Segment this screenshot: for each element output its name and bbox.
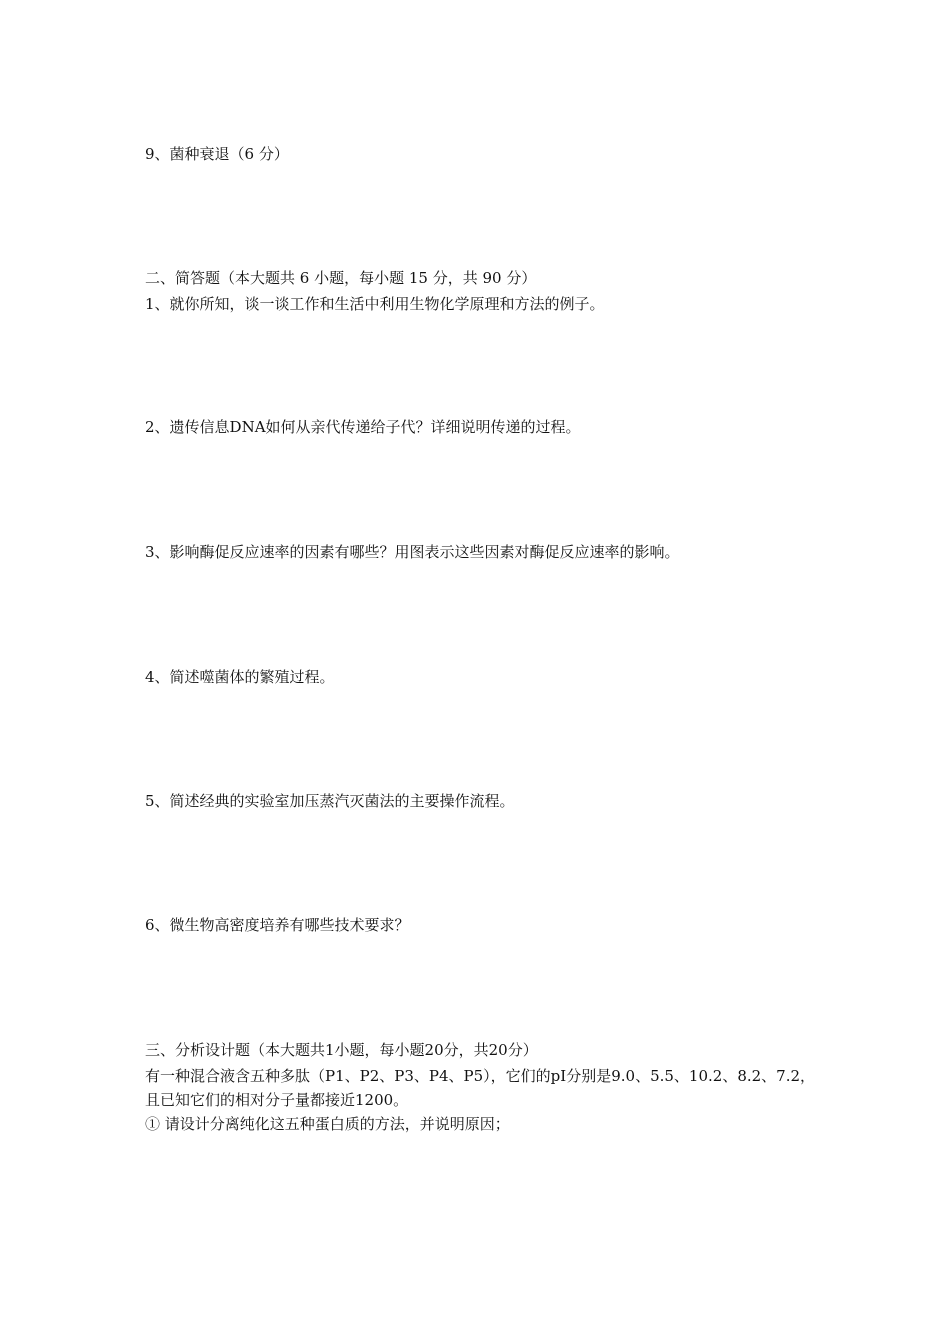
question-2-2: 2、遗传信息DNA如何从亲代传递给子代？详细说明传递的过程。 (145, 418, 581, 436)
question-2-4: 4、简述噬菌体的繁殖过程。 (145, 668, 335, 686)
question-9-term: 9、菌种衰退（6 分） (145, 145, 289, 163)
section-3-body-line-1: 有一种混合液含五种多肽（P1、P2、P3、P4、P5），它们的pI分别是9.0、5.5、10.2、8.2、7.2， (145, 1067, 816, 1085)
question-2-1: 1、就你所知，谈一谈工作和生活中利用生物化学原理和方法的例子。 (145, 295, 605, 313)
section-3-body-line-2: 且已知它们的相对分子量都接近1200。 (145, 1091, 409, 1109)
question-2-6: 6、微生物高密度培养有哪些技术要求？ (145, 916, 410, 934)
section-3-heading: 三、分析设计题（本大题共1小题，每小题20分，共20分） (145, 1041, 538, 1059)
question-2-3: 3、影响酶促反应速率的因素有哪些？用图表示这些因素对酶促反应速率的影响。 (145, 543, 680, 561)
section-2-heading: 二、简答题（本大题共 6 小题，每小题 15 分，共 90 分） (145, 269, 537, 287)
section-3-body-line-3: ① 请设计分离纯化这五种蛋白质的方法，并说明原因； (145, 1115, 510, 1133)
question-2-5: 5、简述经典的实验室加压蒸汽灭菌法的主要操作流程。 (145, 792, 515, 810)
